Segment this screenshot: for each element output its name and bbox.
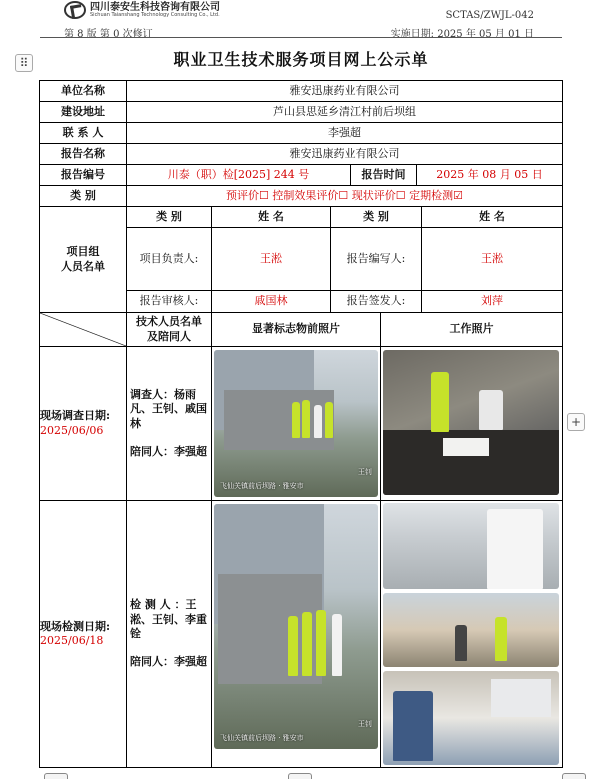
- test-photo-watermark: 飞仙关镇前后坝路 · 雅安市: [220, 733, 304, 742]
- report-number-value: 川泰（职）检[2025] 244 号: [126, 164, 351, 186]
- diagonal-header-cell: [39, 312, 127, 347]
- company-logo: [64, 0, 220, 20]
- survey-date-label: 现场调查日期:: [40, 409, 111, 423]
- survey-photo-stamp: 王钊: [358, 467, 372, 476]
- document-code: SCTAS/ZWJL-042: [445, 10, 534, 21]
- test-landmark-photo: [214, 504, 378, 749]
- report-writer-name: 王淞: [421, 227, 563, 291]
- disclosure-table: [39, 80, 563, 768]
- survey-investigators: 调查人：杨雨凡、王钊、戚国林: [130, 387, 207, 430]
- report-number-label: 报告编号: [39, 164, 127, 186]
- survey-escort: 陪同人：李强超: [130, 444, 207, 458]
- add-row-icon[interactable]: +: [567, 413, 585, 431]
- page-corner-tab-right[interactable]: [562, 773, 586, 779]
- work-photo-header: 工作照片: [380, 312, 563, 347]
- page-corner-tab-center[interactable]: [288, 773, 312, 779]
- test-work-photo-2: [383, 593, 559, 667]
- survey-staff-cell: [126, 346, 212, 501]
- contact-label: 联 系 人: [39, 122, 127, 144]
- test-landmark-cell: [211, 500, 381, 768]
- test-date-label: 现场检测日期:: [40, 619, 111, 633]
- survey-photo-watermark: 飞仙关镇前后坝路 · 雅安市: [220, 481, 304, 490]
- category-label: 类 别: [39, 185, 127, 207]
- survey-work-photo: [383, 350, 559, 495]
- tech-staff-header: 技术人员名单 及陪同人: [126, 312, 212, 347]
- test-date-value: 2025/06/18: [40, 634, 104, 647]
- test-photo-stamp: 王钊: [358, 719, 372, 728]
- report-signer-name: 刘萍: [421, 290, 563, 313]
- landmark-photo-header: 显著标志物前照片: [211, 312, 381, 347]
- staff-col-name: 姓 名: [211, 206, 331, 228]
- test-staff-cell: [126, 500, 212, 768]
- company-name-cn: 四川泰安生科技咨询有限公司: [90, 1, 220, 13]
- company-logo-mark: [64, 1, 86, 19]
- staff-col-name-2: 姓 名: [421, 206, 563, 228]
- page-title: 职业卫生技术服务项目网上公示单: [173, 50, 429, 69]
- survey-landmark-cell: [211, 346, 381, 501]
- project-leader-name: 王淞: [211, 227, 331, 291]
- address-label: 建设地址: [39, 101, 127, 123]
- version-text: 第 8 版 第 0 次修订: [64, 29, 153, 40]
- test-work-cell: [380, 500, 563, 768]
- report-signer-label: 报告签发人:: [330, 290, 422, 313]
- project-leader-label: 项目负责人:: [126, 227, 212, 291]
- page-corner-tab-left[interactable]: [44, 773, 68, 779]
- test-work-photo-3: [383, 671, 559, 765]
- report-reviewer-label: 报告审核人:: [126, 290, 212, 313]
- unit-name-value: 雅安迅康药业有限公司: [126, 80, 563, 102]
- unit-name-label: 单位名称: [39, 80, 127, 102]
- report-reviewer-name: 戚国林: [211, 290, 331, 313]
- report-writer-label: 报告编写人:: [330, 227, 422, 291]
- staff-col-type: 类 别: [126, 206, 212, 228]
- report-name-label: 报告名称: [39, 143, 127, 165]
- test-work-photo-1: [383, 503, 559, 589]
- report-name-value: 雅安迅康药业有限公司: [126, 143, 563, 165]
- survey-work-cell: [380, 346, 563, 501]
- report-time-label: 报告时间: [350, 164, 417, 186]
- test-date-cell: [39, 500, 127, 768]
- project-team-label: 项目组 人员名单: [39, 206, 127, 313]
- drag-handle-icon[interactable]: ⠿: [15, 54, 33, 72]
- category-options: 预评价☐ 控制效果评价☐ 现状评价☐ 定期检测☑: [126, 185, 563, 207]
- report-time-value: 2025 年 08 月 05 日: [416, 164, 563, 186]
- address-value: 芦山县思延乡清江村前后坝组: [126, 101, 563, 123]
- company-name-en: Sichuan Taianshang Technology Consulting Co., Ltd.: [90, 11, 220, 18]
- staff-col-type-2: 类 别: [330, 206, 422, 228]
- survey-date-cell: [39, 346, 127, 501]
- effective-date: 实施日期: 2025 年 05 月 01 日: [390, 29, 534, 40]
- survey-date-value: 2025/06/06: [40, 423, 104, 437]
- test-escort: 陪同人：李强超: [130, 655, 207, 669]
- contact-value: 李强超: [126, 122, 563, 144]
- test-inspectors: 检 测 人 ：王淞、王钊、李重铨: [130, 598, 207, 640]
- survey-landmark-photo: [214, 350, 378, 497]
- header-divider: [40, 37, 562, 38]
